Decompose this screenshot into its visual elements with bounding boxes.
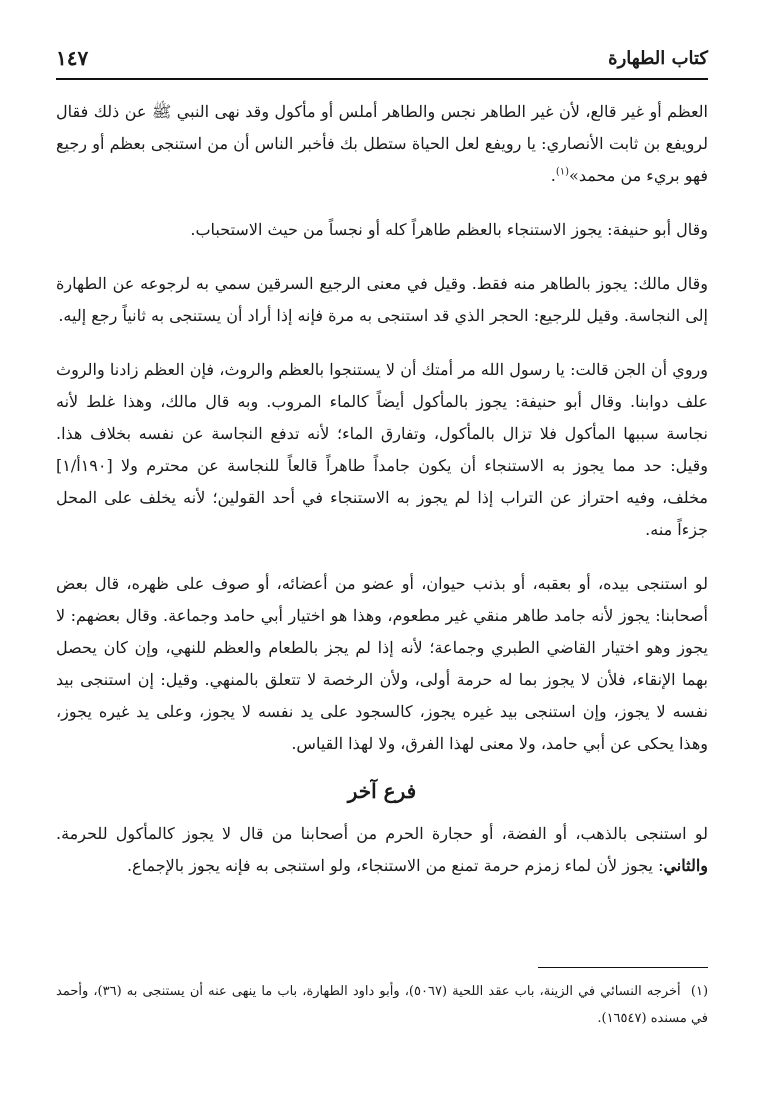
- footnotes: [56, 978, 708, 1032]
- footnote-1: [56, 978, 708, 1032]
- paragraph-6-start: لو استنجى بالذهب، أو الفضة، أو حجارة الحرم من أصحابنا من قال لا يجوز كالمأكول للحرمة.: [56, 824, 708, 843]
- paragraph-6: [56, 818, 708, 882]
- book-title: كتاب الطهارة: [608, 48, 708, 69]
- section-title: فرع آخر: [347, 779, 417, 803]
- paragraph-4: وروي أن الجن قالت: يا رسول الله مر أمتك أن لا يستنجوا بالعظم والروث، فإن العظم زادنا والروث علف دوابنا. وقال أبو حنيفة: يجوز بالمأكول أيضاً كالماء المروب. وبه قال مالك، وهذا غلط لأنه نجاسة سببها المأكول فلا تزال بالمأكول، وتفارق الماء؛ لأنه تدفع النجاسة عن نفسه بخلاف هذا. وقيل: حد مما يجوز به الاستنجاء أن يكون جامداً طاهراً قالعاً للنجاسة عن محترم ولا [١٩٠أ/١] مخلف، وفيه احتراز عن التراب إذا لم يجوز به الاستنجاء في أحد القولين؛ لأنه يخلف على المحل جزءاً منه.: [56, 360, 709, 539]
- paragraph-1: العظم أو غير قالع، لأن غير الطاهر نجس والطاهر أملس أو مأكول وقد نهى النبي ﷺ عن ذلك فقال لرويفع بن ثابت الأنصاري: يا رويفع لعل الحياة ستطل بك فأخبر الناس أن من استنجى بعظم أو رجيع فهو بريء من محمد»$^{(١)}$.: [56, 102, 708, 185]
- paragraph-6-end: : يجوز لأن لماء زمزم حرمة تمنع من الاستنجاء، ولو استنجى به فإنه يجوز بالإجماع.: [126, 856, 664, 875]
- page-number: ١٤٧: [56, 46, 89, 70]
- paragraph-5: لو استنجى بيده، أو بعقبه، أو بذنب حيوان، أو عضو من أعضائه، أو صوف على ظهره، قال بعض أصحابنا: يجوز لأنه جامد طاهر منقي غير مطعوم، وهذا هو اختيار أبي حامد وجماعة. وقال بعضهم: لا يجوز وهو اختيار القاضي الطبري وجماعة؛ لأنه إذا لم يجز بالطعام والعظم للنهي، وإن كان يحصل بهما الإنقاء، فلأن لا يجوز بما له حرمة أولى، ولأن الرخصة لا تتعلق بالمنهي. وقيل: إن استنجى بيد نفسه لا يجوز، وإن استنجى بيد غيره يجوز، كالسجود على يد نفسه لا يجوز، وعلى يد غيره يجوز، وهذا يحكى عن أبي حامد، ولا معنى لهذا الفرق، ولا لهذا القياس.: [56, 574, 708, 753]
- paragraph-6-bold: والثاني: [663, 856, 708, 875]
- footnote-text: أخرجه النسائي في الزينة، باب عقد اللحية (٥٠٦٧)، وأبو داود الطهارة، باب ما ينهى عنه أن يستنجى به (٣٦)، وأحمد في مسنده (١٦٥٤٧).: [56, 984, 708, 1026]
- footnote-divider: [538, 967, 708, 968]
- main-text: [56, 96, 708, 904]
- footnote-marker: (١): [690, 984, 709, 999]
- paragraph-1-text: العظم أو غير قالع، لأن غير الطاهر نجس والطاهر أملس أو مأكول وقد نهى النبي ﷺ عن ذلك فقال لرويفع بن ثابت الأنصاري: يا رويفع لعل الحياة ستطل بك فأخبر الناس أن من استنجى بعظم أو رجيع فهو بريء من محمد»: [56, 102, 708, 185]
- footnote-ref: (١): [555, 166, 570, 178]
- paragraph-2: وقال أبو حنيفة: يجوز الاستنجاء بالعظم طاهراً كله أو نجساً من حيث الاستحباب.: [190, 220, 708, 239]
- paragraph-3: وقال مالك: يجوز بالطاهر منه فقط. وقيل في معنى الرجيع السرقين سمي به لرجوعه عن الطهارة إلى النجاسة. وقيل للرجيع: الحجر الذي قد استنجى به مرة فإنه إذا أراد أن يستنجى به ثانياً رجع إليه.: [56, 274, 708, 325]
- page-header: [56, 44, 708, 80]
